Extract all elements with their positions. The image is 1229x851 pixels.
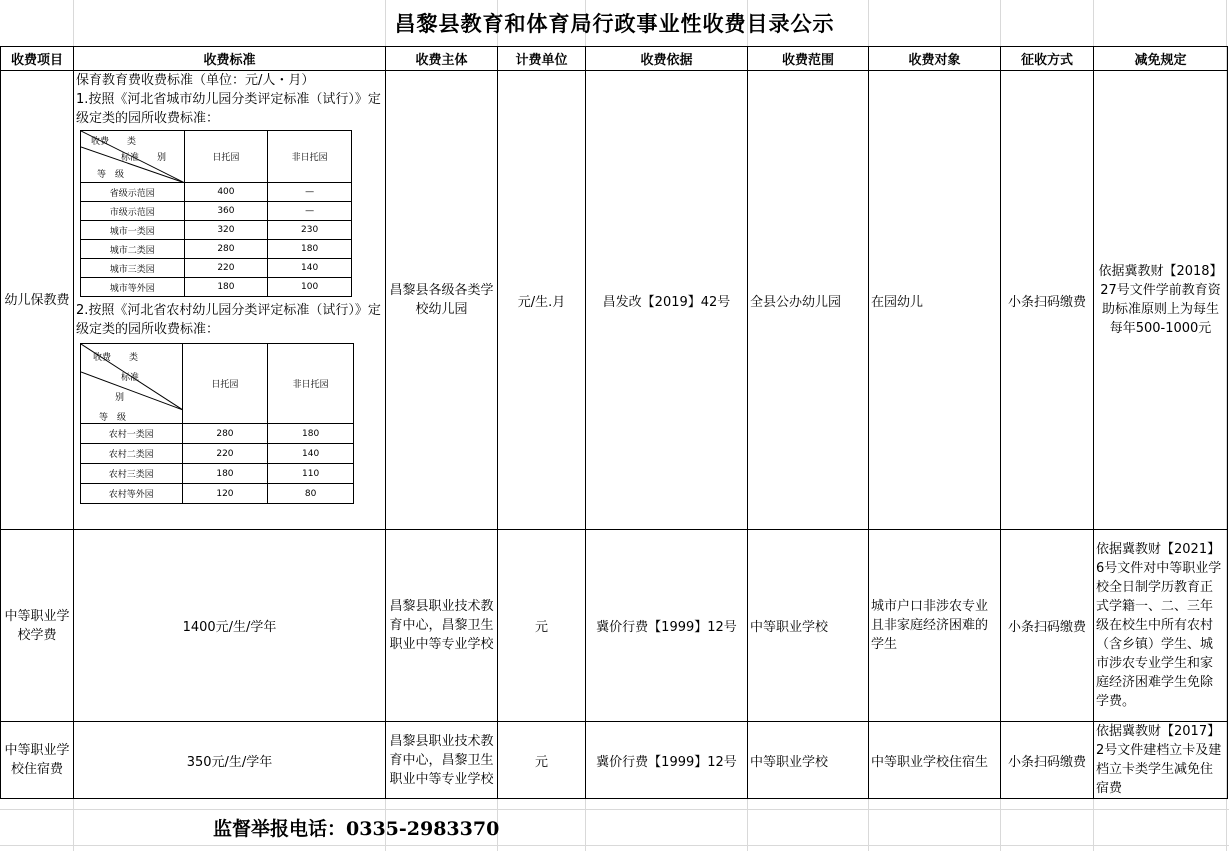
fee-value: 230 <box>268 221 352 240</box>
fee-scope: 中等职业学校 <box>748 722 869 799</box>
corner-label: 标准 <box>121 373 140 383</box>
category-name: 市级示范园 <box>81 202 185 221</box>
fee-value: 360 <box>184 202 268 221</box>
header-row <box>1 47 1228 71</box>
category-name: 城市等外园 <box>81 278 185 297</box>
fee-standard <box>74 71 386 530</box>
fee-value: — <box>268 202 352 221</box>
category-name: 城市一类园 <box>81 221 185 240</box>
corner-label: 收费 类 <box>93 353 139 363</box>
subtable-row <box>81 259 352 278</box>
fee-standard: 350元/生/学年 <box>74 722 386 799</box>
category-name: 农村等外园 <box>81 484 183 504</box>
table-row <box>1 71 1228 530</box>
corner-label: 标准 别 <box>121 153 167 163</box>
reduction-rule: 依据冀教财【2017】2号文件建档立卡及建档立卡类学生减免住宿费 <box>1094 722 1228 799</box>
header-cell: 计费单位 <box>498 47 586 71</box>
fee-value: — <box>268 183 352 202</box>
gridline <box>0 809 1229 810</box>
fee-scope: 全县公办幼儿园 <box>748 71 869 530</box>
column-label: 非日托园 <box>268 344 354 424</box>
subtable-row <box>81 484 354 504</box>
page-title: 昌黎县教育和体育局行政事业性收费目录公示 <box>394 11 835 36</box>
fee-table <box>0 46 1228 799</box>
gridline <box>0 845 1229 846</box>
standard-mid-text: 2.按照《河北省农村幼儿园分类评定标准（试行）》定级定类的园所收费标准： <box>76 303 381 337</box>
table-row <box>1 722 1228 799</box>
fee-value: 80 <box>268 484 354 504</box>
corner-label: 等 级 <box>97 170 125 180</box>
fee-value: 220 <box>182 444 268 464</box>
header-cell: 收费依据 <box>586 47 748 71</box>
subtable-row <box>81 464 354 484</box>
fee-target: 城市户口非涉农专业且非家庭经济困难的学生 <box>869 530 1001 722</box>
subtable-row <box>81 240 352 259</box>
billing-unit: 元 <box>498 722 586 799</box>
fee-standard: 1400元/生/学年 <box>74 530 386 722</box>
collection-method: 小条扫码缴费 <box>1001 530 1094 722</box>
fee-target: 在园幼儿 <box>869 71 1001 530</box>
fee-value: 120 <box>182 484 268 504</box>
fee-value: 280 <box>184 240 268 259</box>
subtable-row <box>81 278 352 297</box>
header-cell: 收费对象 <box>869 47 1001 71</box>
header-cell: 收费项目 <box>1 47 74 71</box>
subtable-row <box>81 444 354 464</box>
rural-fee-subtable <box>80 343 354 504</box>
header-cell: 征收方式 <box>1001 47 1094 71</box>
fee-item: 中等职业学校住宿费 <box>1 722 74 799</box>
fee-subject: 昌黎县职业技术教育中心，昌黎卫生职业中等专业学校 <box>386 530 498 722</box>
reduction-rule: 依据冀教财【2021】6号文件对中等职业学校全日制学历教育正式学籍一、二、三年级在校生中所有农村（含乡镇）学生、城市涉农专业学生和家庭经济困难学生免除学费。 <box>1094 530 1228 722</box>
header-cell: 收费标准 <box>74 47 386 71</box>
corner-label: 等 级 <box>99 413 127 423</box>
column-label: 非日托园 <box>268 131 352 183</box>
fee-value: 280 <box>182 424 268 444</box>
fee-basis: 冀价行费【1999】12号 <box>586 530 748 722</box>
fee-basis: 冀价行费【1999】12号 <box>586 722 748 799</box>
fee-item: 幼儿保教费 <box>1 71 74 530</box>
corner-label: 收费 类 <box>91 137 137 147</box>
column-label: 日托园 <box>184 131 268 183</box>
fee-value: 180 <box>182 464 268 484</box>
diagonal-header-cell <box>81 131 185 183</box>
billing-unit: 元 <box>498 530 586 722</box>
fee-scope: 中等职业学校 <box>748 530 869 722</box>
collection-method: 小条扫码缴费 <box>1001 71 1094 530</box>
header-cell: 减免规定 <box>1094 47 1228 71</box>
category-name: 城市三类园 <box>81 259 185 278</box>
fee-value: 180 <box>268 424 354 444</box>
table-row <box>1 530 1228 722</box>
fee-item: 中等职业学校学费 <box>1 530 74 722</box>
fee-target: 中等职业学校住宿生 <box>869 722 1001 799</box>
subtable-row <box>81 183 352 202</box>
supervision-hotline: 监督举报电话：0335-2983370 <box>213 818 500 840</box>
subtable-row <box>81 424 354 444</box>
billing-unit: 元/生.月 <box>498 71 586 530</box>
fee-value: 220 <box>184 259 268 278</box>
standard-intro-line: 1.按照《河北省城市幼儿园分类评定标准（试行）》定级定类的园所收费标准： <box>76 92 381 126</box>
subtable-row <box>81 202 352 221</box>
column-label: 日托园 <box>182 344 268 424</box>
fee-subject: 昌黎县职业技术教育中心，昌黎卫生职业中等专业学校 <box>386 722 498 799</box>
corner-label: 别 <box>115 393 125 403</box>
header-cell: 收费范围 <box>748 47 869 71</box>
collection-method: 小条扫码缴费 <box>1001 722 1094 799</box>
category-name: 省级示范园 <box>81 183 185 202</box>
diagonal-header-cell <box>81 344 183 424</box>
standard-intro-line: 保育教育费收费标准（单位：元/人・月） <box>76 73 315 88</box>
fee-value: 140 <box>268 259 352 278</box>
category-name: 农村三类园 <box>81 464 183 484</box>
fee-value: 180 <box>268 240 352 259</box>
fee-subject: 昌黎县各级各类学校幼儿园 <box>386 71 498 530</box>
category-name: 农村一类园 <box>81 424 183 444</box>
reduction-rule: 依据冀教财【2018】27号文件学前教育资助标准原则上为每生每年500-1000元 <box>1094 71 1228 530</box>
category-name: 农村二类园 <box>81 444 183 464</box>
fee-basis: 昌发改【2019】42号 <box>586 71 748 530</box>
category-name: 城市二类园 <box>81 240 185 259</box>
fee-value: 320 <box>184 221 268 240</box>
header-cell: 收费主体 <box>386 47 498 71</box>
fee-value: 400 <box>184 183 268 202</box>
fee-value: 140 <box>268 444 354 464</box>
city-fee-subtable <box>80 130 352 297</box>
fee-value: 180 <box>184 278 268 297</box>
subtable-row <box>81 221 352 240</box>
fee-value: 100 <box>268 278 352 297</box>
fee-value: 110 <box>268 464 354 484</box>
